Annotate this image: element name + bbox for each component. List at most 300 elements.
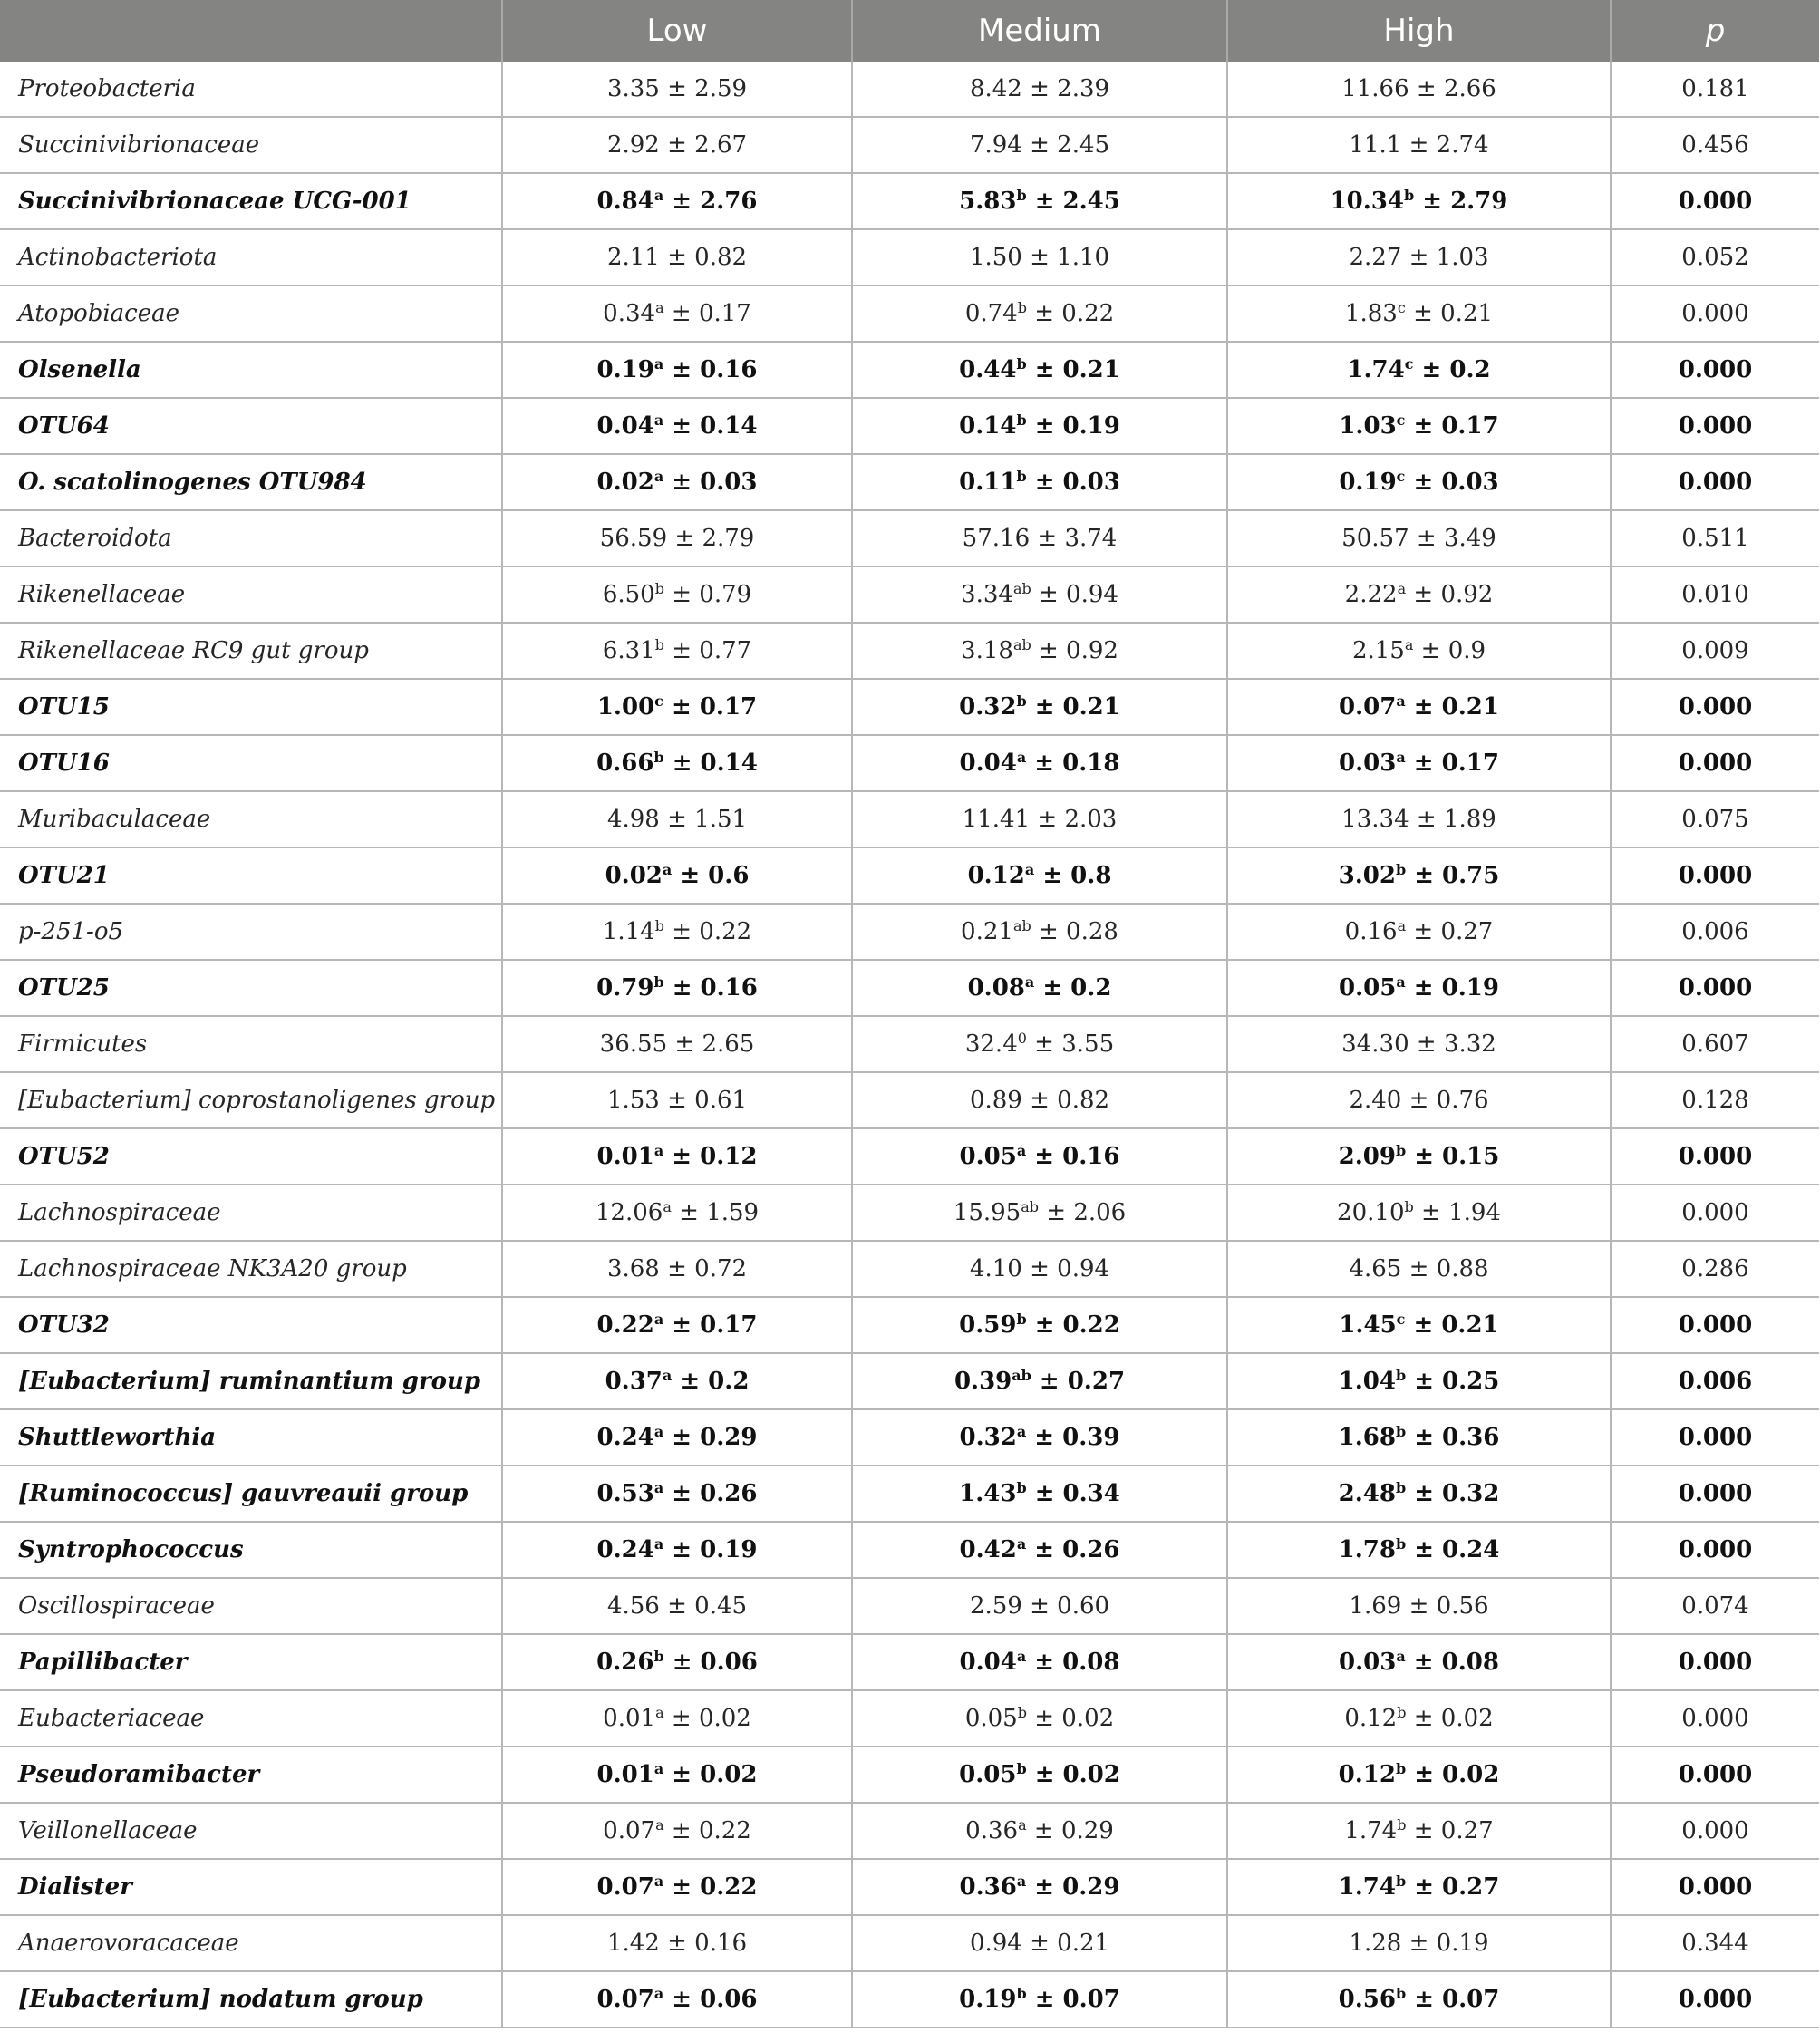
medium-significance-letter: 0 xyxy=(1017,1030,1027,1047)
medium-mean: 0.05 xyxy=(959,1761,1017,1788)
taxon-name: Veillonellaceae xyxy=(0,1803,502,1859)
medium-sd: 0.22 xyxy=(1062,1311,1120,1339)
medium-significance-letter: a xyxy=(1024,861,1035,878)
high-sd: 0.25 xyxy=(1442,1368,1500,1395)
low-sd: 0.72 xyxy=(694,1255,748,1282)
high-sd: 0.02 xyxy=(1442,1761,1500,1788)
header-high: High xyxy=(1227,0,1611,62)
medium-sd: 0.18 xyxy=(1062,750,1120,777)
high-cell xyxy=(1227,510,1611,566)
low-significance-letter: b xyxy=(653,749,664,766)
plus-minus-sign: ± xyxy=(1026,1817,1061,1844)
medium-cell xyxy=(852,1803,1227,1859)
high-cell xyxy=(1227,1409,1611,1466)
medium-significance-letter: ab xyxy=(1012,917,1031,934)
medium-significance-letter: b xyxy=(1016,468,1027,485)
high-cell xyxy=(1227,1241,1611,1297)
medium-mean: 1.43 xyxy=(959,1480,1017,1507)
high-sd: 0.75 xyxy=(1442,862,1500,889)
p-value: 0.000 xyxy=(1611,454,1819,510)
medium-mean: 0.32 xyxy=(959,693,1017,721)
high-significance-letter: a xyxy=(1396,692,1406,710)
p-value: 0.000 xyxy=(1611,1185,1819,1241)
medium-cell xyxy=(852,1072,1227,1128)
high-sd: 0.08 xyxy=(1441,1649,1499,1676)
table-row xyxy=(0,1466,1819,1522)
low-significance-letter: a xyxy=(653,1479,664,1496)
medium-sd: 0.29 xyxy=(1060,1817,1114,1844)
high-cell xyxy=(1227,1578,1611,1634)
plus-minus-sign: ± xyxy=(1406,1986,1443,2013)
taxon-name: Firmicutes xyxy=(0,1016,502,1072)
low-mean: 4.56 xyxy=(606,1592,660,1620)
high-cell xyxy=(1227,173,1611,229)
low-sd: 0.06 xyxy=(700,1649,758,1676)
low-significance-letter: a xyxy=(653,187,664,204)
high-mean: 1.74 xyxy=(1338,1873,1396,1901)
plus-minus-sign: ± xyxy=(1034,862,1071,889)
low-cell xyxy=(502,454,852,510)
low-cell xyxy=(502,229,852,285)
high-significance-letter: b xyxy=(1395,1872,1407,1890)
high-cell xyxy=(1227,117,1611,173)
taxon-name: [Eubacterium] coprostanoligenes group xyxy=(0,1072,502,1128)
low-mean: 0.07 xyxy=(603,1817,656,1844)
medium-cell xyxy=(852,623,1227,679)
low-significance-letter: a xyxy=(653,1311,664,1328)
medium-mean: 3.18 xyxy=(961,637,1013,664)
table-row xyxy=(0,117,1819,173)
medium-significance-letter: ab xyxy=(1012,636,1031,653)
low-cell xyxy=(502,398,852,454)
low-significance-letter: a xyxy=(653,1142,664,1159)
taxon-name: [Eubacterium] ruminantium group xyxy=(0,1353,502,1409)
medium-significance-letter: b xyxy=(1017,299,1027,316)
plus-minus-sign: ± xyxy=(1026,750,1063,777)
low-cell xyxy=(502,1971,852,2027)
plus-minus-sign: ± xyxy=(672,1368,709,1395)
plus-minus-sign: ± xyxy=(1405,412,1442,440)
medium-mean: 0.05 xyxy=(964,1705,1018,1732)
p-value: 0.000 xyxy=(1611,1859,1819,1915)
low-sd: 0.02 xyxy=(698,1705,751,1732)
low-sd: 0.79 xyxy=(699,581,752,608)
low-mean: 0.24 xyxy=(596,1424,654,1451)
medium-sd: 0.82 xyxy=(1057,1087,1110,1114)
low-sd: 2.67 xyxy=(694,131,748,159)
low-cell xyxy=(502,173,852,229)
low-significance-letter: a xyxy=(662,1367,673,1384)
high-cell xyxy=(1227,229,1611,285)
medium-sd: 2.45 xyxy=(1057,131,1110,159)
plus-minus-sign: ± xyxy=(1031,581,1067,608)
medium-sd: 0.02 xyxy=(1062,1761,1120,1788)
low-significance-letter: a xyxy=(653,355,664,373)
taxon-name: Shuttleworthia xyxy=(0,1409,502,1466)
plus-minus-sign: ± xyxy=(663,1536,701,1563)
low-significance-letter: a xyxy=(655,299,664,316)
high-sd: 0.21 xyxy=(1440,300,1494,327)
plus-minus-sign: ± xyxy=(1406,1424,1443,1451)
plus-minus-sign: ± xyxy=(659,75,695,102)
low-mean: 3.68 xyxy=(606,1255,660,1282)
low-mean: 56.59 xyxy=(599,525,668,552)
high-sd: 1.94 xyxy=(1448,1199,1501,1226)
medium-mean: 0.21 xyxy=(961,918,1013,945)
medium-mean: 0.32 xyxy=(959,1424,1017,1451)
plus-minus-sign: ± xyxy=(1413,356,1450,383)
low-cell xyxy=(502,1297,852,1353)
high-sd: 1.89 xyxy=(1443,806,1496,833)
high-significance-letter: a xyxy=(1397,580,1407,597)
medium-significance-letter: b xyxy=(1016,355,1027,373)
medium-mean: 3.34 xyxy=(961,581,1013,608)
medium-sd: 0.21 xyxy=(1062,693,1120,721)
table-body xyxy=(0,62,1819,2027)
low-significance-letter: a xyxy=(653,1760,664,1777)
high-mean: 4.65 xyxy=(1349,1255,1402,1282)
medium-cell xyxy=(852,904,1227,960)
taxon-name: Proteobacteria xyxy=(0,62,502,117)
low-mean: 0.01 xyxy=(603,1705,656,1732)
plus-minus-sign: ± xyxy=(659,1255,695,1282)
low-sd: 0.82 xyxy=(694,244,748,271)
plus-minus-sign: ± xyxy=(1401,1930,1437,1957)
low-sd: 0.16 xyxy=(700,974,758,1001)
medium-mean: 0.04 xyxy=(959,750,1017,777)
medium-sd: 2.39 xyxy=(1057,75,1110,102)
table-row xyxy=(0,1522,1819,1578)
medium-cell xyxy=(852,173,1227,229)
low-significance-letter: b xyxy=(653,973,664,991)
high-significance-letter: b xyxy=(1395,1985,1407,2002)
medium-mean: 0.08 xyxy=(967,974,1025,1001)
plus-minus-sign: ± xyxy=(663,1761,701,1788)
low-sd: 0.6 xyxy=(708,862,750,889)
plus-minus-sign: ± xyxy=(659,1087,695,1114)
high-cell xyxy=(1227,62,1611,117)
medium-cell xyxy=(852,566,1227,623)
medium-cell xyxy=(852,342,1227,398)
low-mean: 6.31 xyxy=(602,637,655,664)
medium-cell xyxy=(852,960,1227,1016)
table-row xyxy=(0,1859,1819,1915)
high-mean: 1.28 xyxy=(1349,1930,1402,1957)
plus-minus-sign: ± xyxy=(1026,1873,1063,1901)
low-mean: 4.98 xyxy=(606,806,660,833)
high-mean: 0.12 xyxy=(1344,1705,1398,1732)
low-mean: 6.50 xyxy=(602,581,655,608)
low-cell xyxy=(502,1016,852,1072)
taxon-name: Pseudoramibacter xyxy=(0,1747,502,1803)
low-cell xyxy=(502,62,852,117)
table-row xyxy=(0,1578,1819,1634)
medium-cell xyxy=(852,791,1227,847)
plus-minus-sign: ± xyxy=(1026,356,1063,383)
high-mean: 1.04 xyxy=(1338,1368,1396,1395)
plus-minus-sign: ± xyxy=(1026,1424,1063,1451)
medium-sd: 0.28 xyxy=(1066,918,1118,945)
plus-minus-sign: ± xyxy=(1039,1199,1074,1226)
p-value: 0.000 xyxy=(1611,1634,1819,1690)
high-sd: 0.27 xyxy=(1440,1817,1494,1844)
high-cell xyxy=(1227,960,1611,1016)
plus-minus-sign: ± xyxy=(667,525,702,552)
medium-significance-letter: b xyxy=(1016,187,1027,204)
high-sd: 0.92 xyxy=(1440,581,1494,608)
medium-sd: 2.45 xyxy=(1062,188,1120,215)
table-row xyxy=(0,1072,1819,1128)
medium-mean: 32.4 xyxy=(964,1031,1018,1058)
taxon-name: OTU16 xyxy=(0,735,502,791)
high-sd: 2.79 xyxy=(1450,188,1508,215)
high-significance-letter: c xyxy=(1396,1311,1406,1328)
low-mean: 12.06 xyxy=(595,1199,663,1226)
medium-cell xyxy=(852,1353,1227,1409)
plus-minus-sign: ± xyxy=(663,1817,699,1844)
p-value: 0.074 xyxy=(1611,1578,1819,1634)
high-cell xyxy=(1227,1859,1611,1915)
plus-minus-sign: ± xyxy=(663,1986,701,2013)
high-sd: 2.66 xyxy=(1443,75,1496,102)
low-significance-letter: a xyxy=(662,861,673,878)
low-mean: 2.92 xyxy=(606,131,660,159)
plus-minus-sign: ± xyxy=(1021,1255,1058,1282)
high-mean: 3.02 xyxy=(1338,862,1396,889)
high-mean: 1.74 xyxy=(1344,1817,1398,1844)
low-cell xyxy=(502,117,852,173)
high-cell xyxy=(1227,1690,1611,1747)
plus-minus-sign: ± xyxy=(1409,525,1444,552)
medium-mean: 5.83 xyxy=(959,188,1017,215)
medium-cell xyxy=(852,1409,1227,1466)
high-sd: 0.07 xyxy=(1442,1986,1500,2013)
medium-mean: 0.74 xyxy=(964,300,1018,327)
plus-minus-sign: ± xyxy=(1021,1592,1058,1620)
low-mean: 1.42 xyxy=(606,1930,660,1957)
high-mean: 1.78 xyxy=(1338,1536,1396,1563)
table-row xyxy=(0,1747,1819,1803)
medium-cell xyxy=(852,1185,1227,1241)
p-value: 0.344 xyxy=(1611,1915,1819,1971)
medium-significance-letter: b xyxy=(1016,411,1027,429)
high-significance-letter: b xyxy=(1397,1704,1407,1721)
medium-sd: 0.03 xyxy=(1062,469,1120,496)
medium-cell xyxy=(852,117,1227,173)
taxon-name: Oscillospiraceae xyxy=(0,1578,502,1634)
high-significance-letter: b xyxy=(1395,1760,1407,1777)
p-value: 0.000 xyxy=(1611,1128,1819,1185)
low-mean: 3.35 xyxy=(606,75,660,102)
plus-minus-sign: ± xyxy=(1405,750,1442,777)
high-mean: 0.56 xyxy=(1338,1986,1396,2013)
high-cell xyxy=(1227,1353,1611,1409)
medium-mean: 0.59 xyxy=(959,1311,1017,1339)
medium-sd: 3.74 xyxy=(1064,525,1118,552)
high-significance-letter: c xyxy=(1397,299,1406,316)
plus-minus-sign: ± xyxy=(659,1592,695,1620)
medium-mean: 2.59 xyxy=(969,1592,1022,1620)
taxon-name: Actinobacteriota xyxy=(0,229,502,285)
table-row xyxy=(0,1971,1819,2027)
low-mean: 0.34 xyxy=(603,300,656,327)
taxon-name: Lachnospiraceae NK3A20 group xyxy=(0,1241,502,1297)
medium-mean: 1.50 xyxy=(969,244,1022,271)
medium-significance-letter: b xyxy=(1016,1479,1027,1496)
p-value: 0.000 xyxy=(1611,1971,1819,2027)
high-cell xyxy=(1227,679,1611,735)
plus-minus-sign: ± xyxy=(663,1143,701,1170)
high-mean: 1.83 xyxy=(1344,300,1398,327)
low-sd: 0.17 xyxy=(700,1311,758,1339)
p-value: 0.000 xyxy=(1611,285,1819,342)
medium-cell xyxy=(852,454,1227,510)
high-mean: 1.03 xyxy=(1339,412,1397,440)
high-cell xyxy=(1227,454,1611,510)
high-significance-letter: b xyxy=(1395,1479,1407,1496)
p-value: 0.010 xyxy=(1611,566,1819,623)
plus-minus-sign: ± xyxy=(663,1649,701,1676)
high-cell xyxy=(1227,1466,1611,1522)
high-sd: 0.76 xyxy=(1436,1087,1489,1114)
plus-minus-sign: ± xyxy=(1406,1817,1441,1844)
high-cell xyxy=(1227,566,1611,623)
plus-minus-sign: ± xyxy=(1409,1031,1444,1058)
plus-minus-sign: ± xyxy=(1406,1368,1443,1395)
medium-significance-letter: b xyxy=(1017,1704,1027,1721)
medium-sd: 0.22 xyxy=(1061,300,1115,327)
low-cell xyxy=(502,960,852,1016)
taxon-name: Papillibacter xyxy=(0,1634,502,1690)
low-sd: 1.51 xyxy=(694,806,748,833)
p-value: 0.000 xyxy=(1611,342,1819,398)
table-row xyxy=(0,566,1819,623)
high-mean: 2.48 xyxy=(1338,1480,1396,1507)
low-sd: 0.16 xyxy=(694,1930,748,1957)
table-row xyxy=(0,510,1819,566)
low-cell xyxy=(502,1241,852,1297)
plus-minus-sign: ± xyxy=(1409,75,1444,102)
plus-minus-sign: ± xyxy=(1413,1199,1449,1226)
high-sd: 0.03 xyxy=(1441,469,1499,496)
medium-cell xyxy=(852,1522,1227,1578)
high-mean: 0.12 xyxy=(1338,1761,1396,1788)
p-value: 0.052 xyxy=(1611,229,1819,285)
medium-mean: 57.16 xyxy=(962,525,1031,552)
low-cell xyxy=(502,1353,852,1409)
high-mean: 50.57 xyxy=(1341,525,1409,552)
medium-cell xyxy=(852,1466,1227,1522)
taxon-name: Dialister xyxy=(0,1859,502,1915)
p-value: 0.000 xyxy=(1611,398,1819,454)
high-mean: 1.74 xyxy=(1347,356,1405,383)
low-sd: 0.03 xyxy=(700,469,758,496)
low-sd: 2.79 xyxy=(702,525,755,552)
medium-significance-letter: b xyxy=(1016,1311,1027,1328)
medium-significance-letter: ab xyxy=(1021,1198,1039,1215)
medium-cell xyxy=(852,1241,1227,1297)
low-mean: 0.02 xyxy=(596,469,654,496)
plus-minus-sign: ± xyxy=(1026,693,1063,721)
medium-cell xyxy=(852,1128,1227,1185)
low-mean: 36.55 xyxy=(599,1031,668,1058)
low-sd: 0.17 xyxy=(699,693,758,721)
high-mean: 11.66 xyxy=(1341,75,1409,102)
high-mean: 0.03 xyxy=(1339,750,1397,777)
table-row xyxy=(0,791,1819,847)
high-sd: 0.15 xyxy=(1442,1143,1500,1170)
low-cell xyxy=(502,1578,852,1634)
table-row xyxy=(0,1634,1819,1690)
high-cell xyxy=(1227,1016,1611,1072)
plus-minus-sign: ± xyxy=(1021,75,1058,102)
plus-minus-sign: ± xyxy=(667,1031,702,1058)
high-mean: 2.22 xyxy=(1344,581,1398,608)
high-mean: 2.15 xyxy=(1351,637,1405,664)
taxon-name: Atopobiaceae xyxy=(0,285,502,342)
medium-sd: 0.07 xyxy=(1062,1986,1120,2013)
medium-sd: 0.08 xyxy=(1062,1649,1120,1676)
low-cell xyxy=(502,1128,852,1185)
low-significance-letter: a xyxy=(663,1198,672,1215)
low-cell xyxy=(502,1072,852,1128)
plus-minus-sign: ± xyxy=(1026,1480,1063,1507)
taxon-name: [Eubacterium] nodatum group xyxy=(0,1971,502,2027)
plus-minus-sign: ± xyxy=(1406,1761,1443,1788)
low-mean: 0.19 xyxy=(596,356,654,383)
high-mean: 20.10 xyxy=(1337,1199,1405,1226)
plus-minus-sign: ± xyxy=(659,131,695,159)
plus-minus-sign: ± xyxy=(1401,1592,1437,1620)
plus-minus-sign: ± xyxy=(1405,693,1442,721)
medium-sd: 2.06 xyxy=(1073,1199,1127,1226)
low-mean: 0.07 xyxy=(596,1986,654,2013)
taxon-name: Rikenellaceae xyxy=(0,566,502,623)
plus-minus-sign: ± xyxy=(1414,188,1451,215)
medium-sd: 0.02 xyxy=(1061,1705,1115,1732)
medium-significance-letter: a xyxy=(1018,1816,1027,1834)
high-significance-letter: a xyxy=(1397,917,1407,934)
header-p: p xyxy=(1611,0,1819,62)
low-cell xyxy=(502,1522,852,1578)
low-sd: 0.29 xyxy=(700,1424,758,1451)
low-sd: 0.22 xyxy=(698,1817,751,1844)
low-mean: 0.01 xyxy=(596,1143,654,1170)
p-value: 0.000 xyxy=(1611,173,1819,229)
plus-minus-sign: ± xyxy=(1031,637,1067,664)
medium-sd: 0.94 xyxy=(1066,581,1118,608)
high-mean: 0.16 xyxy=(1344,918,1398,945)
plus-minus-sign: ± xyxy=(1026,1536,1063,1563)
plus-minus-sign: ± xyxy=(663,1480,701,1507)
high-mean: 1.68 xyxy=(1338,1424,1396,1451)
medium-significance-letter: a xyxy=(1016,749,1027,766)
table-row xyxy=(0,735,1819,791)
low-significance-letter: a xyxy=(655,1816,664,1834)
high-mean: 0.07 xyxy=(1339,693,1397,721)
low-mean: 0.84 xyxy=(596,188,654,215)
high-sd: 0.36 xyxy=(1442,1424,1500,1451)
plus-minus-sign: ± xyxy=(1026,1649,1063,1676)
plus-minus-sign: ± xyxy=(663,637,700,664)
low-cell xyxy=(502,735,852,791)
plus-minus-sign: ± xyxy=(663,1705,699,1732)
medium-significance-letter: a xyxy=(1016,1142,1027,1159)
medium-cell xyxy=(852,1859,1227,1915)
plus-minus-sign: ± xyxy=(663,356,701,383)
high-cell xyxy=(1227,1803,1611,1859)
low-significance-letter: c xyxy=(654,692,663,710)
